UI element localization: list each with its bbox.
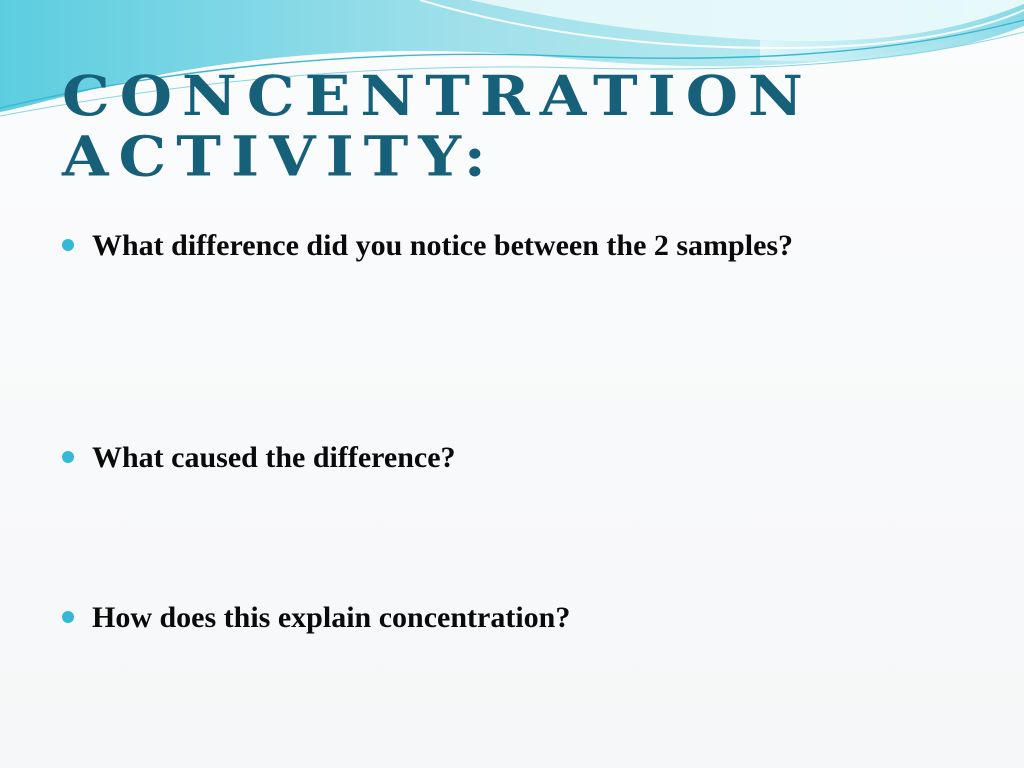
title-line-1: CONCENTRATION (62, 64, 813, 129)
bullet-dot-icon (62, 239, 74, 251)
bullet-text: What difference did you notice between the 2 samples? (92, 229, 794, 262)
bullet-text: How does this explain concentration? (92, 601, 571, 634)
bullet-text: What caused the difference? (92, 441, 456, 474)
bullet-dot-icon (62, 451, 74, 463)
slide-title (62, 64, 962, 190)
bullet-dot-icon (62, 611, 74, 623)
bullet-item (62, 441, 456, 475)
title-line-2: ACTIVITY: (62, 124, 496, 190)
bullet-item (62, 601, 570, 635)
bullet-item (62, 229, 793, 263)
